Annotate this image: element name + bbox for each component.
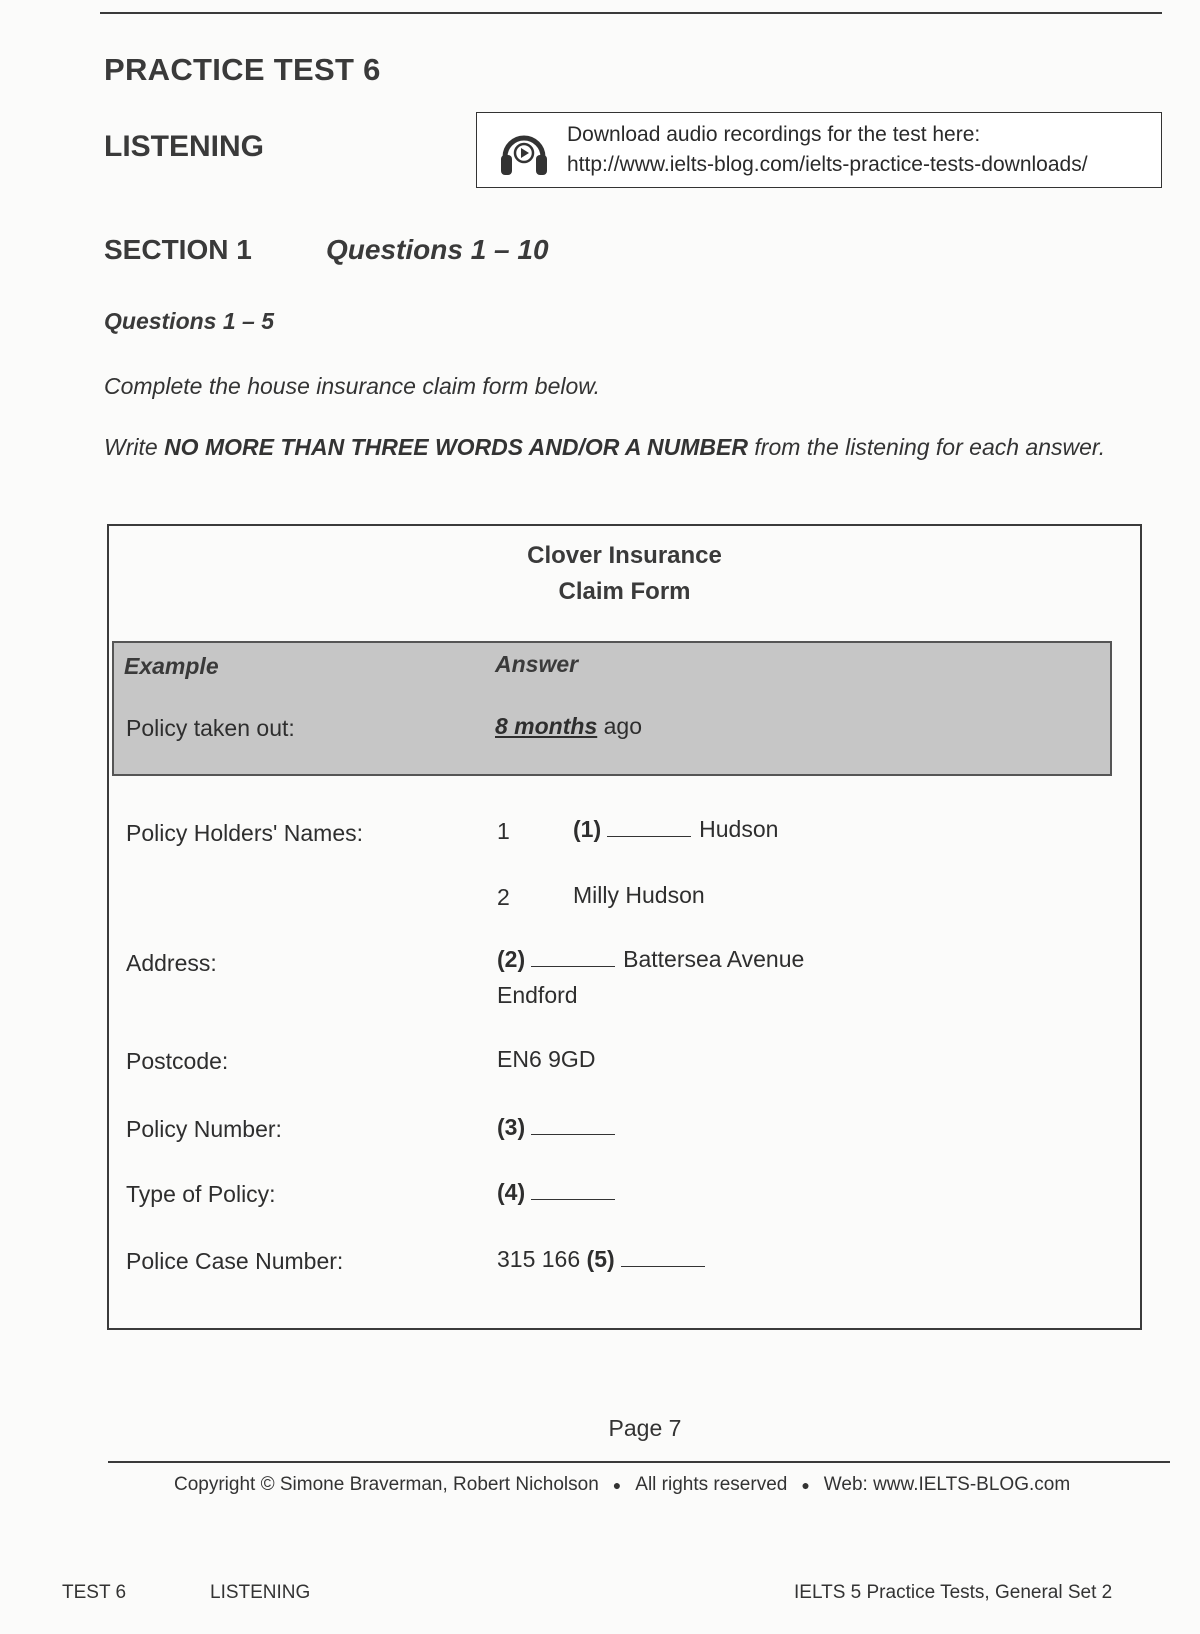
instruction-suffix: from the listening for each answer. — [748, 434, 1106, 460]
claim-form — [107, 524, 1142, 1330]
question-1-number: (1) — [573, 816, 602, 842]
audio-download-text: Download audio recordings for the test here: — [567, 123, 981, 146]
holder1-surname: Hudson — [699, 816, 779, 842]
section-question-range: Questions 1 – 10 — [326, 234, 549, 265]
policy-type-field — [497, 1179, 623, 1206]
example-answer-rest: ago — [603, 713, 642, 739]
policy-type-label: Type of Policy: — [126, 1181, 276, 1207]
example-label: Policy taken out: — [126, 715, 295, 741]
rights-text: All rights reserved — [635, 1474, 788, 1495]
question-5-blank[interactable] — [621, 1248, 705, 1267]
page-number: Page 7 — [608, 1415, 682, 1441]
example-header: Example — [124, 653, 219, 679]
footer-book-title: IELTS 5 Practice Tests, General Set 2 — [794, 1582, 1113, 1603]
example-answer-underlined: 8 months — [495, 713, 598, 739]
question-5-number: (5) — [586, 1246, 615, 1272]
page-title: PRACTICE TEST 6 — [104, 52, 381, 87]
instruction-word-limit-bold: NO MORE THAN THREE WORDS AND/OR A NUMBER — [164, 434, 748, 460]
answer-header: Answer — [495, 651, 579, 677]
holder2-number: 2 — [497, 884, 510, 910]
bottom-rule — [108, 1461, 1170, 1463]
instruction-word-limit — [104, 434, 1105, 461]
form-title-company: Clover Insurance — [527, 542, 722, 569]
address-town: Endford — [497, 982, 578, 1008]
holder1-number: 1 — [497, 818, 510, 844]
copyright-text: Copyright © Simone Braverman, Robert Nicholson — [174, 1474, 599, 1495]
example-row — [112, 641, 1112, 776]
holder1-field — [573, 816, 778, 843]
top-rule — [100, 12, 1162, 14]
instruction-prefix: Write — [104, 434, 165, 460]
address-street: Battersea Avenue — [623, 946, 805, 972]
section-heading: SECTION 1 — [104, 234, 252, 265]
example-answer — [495, 713, 642, 740]
footer-section-label: LISTENING — [210, 1582, 311, 1603]
postcode-label: Postcode: — [126, 1048, 229, 1074]
headphones-icon — [495, 123, 553, 181]
audio-download-link[interactable]: http://www.ielts-blog.com/ielts-practice-tests-downloads/ — [567, 153, 1088, 176]
instruction-complete-form: Complete the house insurance claim form below. — [104, 373, 601, 399]
question-3-number: (3) — [497, 1114, 526, 1140]
policy-number-label: Policy Number: — [126, 1116, 282, 1142]
policy-number-field — [497, 1114, 623, 1141]
question-2-number: (2) — [497, 946, 526, 972]
question-4-blank[interactable] — [531, 1181, 615, 1200]
question-4-number: (4) — [497, 1179, 526, 1205]
subsection-question-range: Questions 1 – 5 — [104, 308, 275, 334]
form-title-claim: Claim Form — [558, 578, 691, 605]
footer-test-label: TEST 6 — [62, 1582, 127, 1603]
bullet-separator-icon: ● — [801, 1476, 810, 1493]
address-label: Address: — [126, 950, 217, 976]
page-subtitle: LISTENING — [104, 130, 265, 163]
police-case-number: 315 166 — [497, 1246, 581, 1272]
copyright-line — [174, 1474, 1070, 1496]
address-field — [497, 946, 804, 973]
policy-holders-label: Policy Holders' Names: — [126, 820, 364, 846]
question-1-blank[interactable] — [607, 818, 691, 837]
audio-download-box — [476, 112, 1162, 188]
police-case-field — [497, 1246, 713, 1273]
web-text: Web: www.IELTS-BLOG.com — [823, 1474, 1071, 1495]
police-case-label: Police Case Number: — [126, 1248, 344, 1274]
holder2-name: Milly Hudson — [573, 882, 705, 908]
bullet-separator-icon: ● — [612, 1476, 622, 1493]
question-3-blank[interactable] — [531, 1116, 615, 1135]
question-2-blank[interactable] — [531, 948, 615, 967]
postcode-value: EN6 9GD — [497, 1046, 596, 1072]
